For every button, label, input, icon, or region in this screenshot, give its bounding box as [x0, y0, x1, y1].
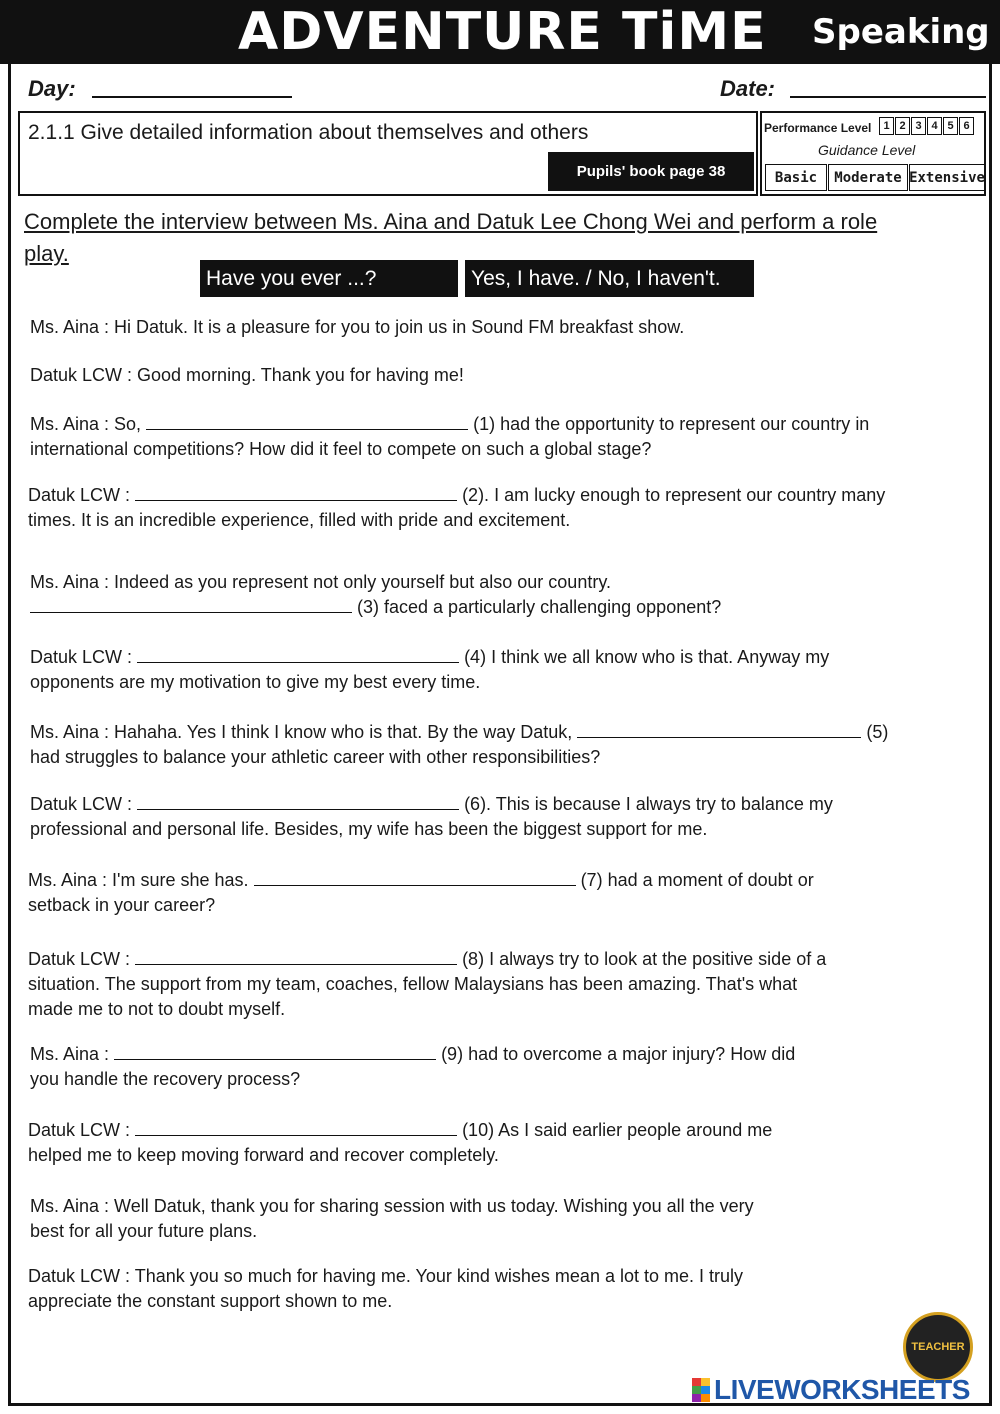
answer-blank-9[interactable]	[114, 1043, 436, 1060]
answer-blank-4[interactable]	[137, 646, 459, 663]
dialogue-line: Datuk LCW : Thank you so much for having me. Your kind wishes mean a lot to me. I truly	[28, 1266, 743, 1286]
dialogue-line: Ms. Aina : Hi Datuk. It is a pleasure for you to join us in Sound FM breakfast show.	[30, 317, 685, 337]
dialogue-line	[30, 412, 869, 437]
line-text: Datuk LCW :	[30, 794, 133, 814]
level-option[interactable]: 3	[911, 117, 926, 135]
answer-blank-10[interactable]	[135, 1119, 457, 1136]
level-option[interactable]: 6	[959, 117, 974, 135]
dialogue-line: setback in your career?	[28, 895, 216, 915]
teacher-logo	[903, 1312, 973, 1382]
liveworksheets-brand[interactable]	[692, 1374, 970, 1406]
answer-blank-2[interactable]	[135, 484, 457, 501]
date-label: Date:	[720, 76, 776, 101]
answer-blank-7[interactable]	[254, 869, 576, 886]
dialogue-line: international competitions? How did it feel to compete on such a global stage?	[30, 439, 652, 459]
pupils-book-badge: Pupils' book page 38	[548, 152, 754, 191]
dialogue-line: Ms. Aina : Well Datuk, thank you for sharing session with us today. Wishing you all the very	[30, 1196, 754, 1216]
dialogue-line	[30, 645, 829, 670]
header-bar	[0, 0, 1000, 64]
line-text: (8) I always try to look at the positive side of a	[462, 949, 827, 969]
level-option[interactable]: 4	[927, 117, 942, 135]
line-text: (1) had the opportunity to represent our country in	[473, 414, 870, 434]
dialogue-line: situation. The support from my team, coaches, fellow Malaysians has been amazing. That's what	[28, 974, 798, 994]
dialogue-line	[30, 720, 888, 745]
answer-blank-8[interactable]	[135, 948, 457, 965]
answer-blank-3[interactable]	[30, 596, 352, 613]
line-text: Ms. Aina : I'm sure she has.	[28, 870, 249, 890]
line-text: Datuk LCW :	[28, 1120, 131, 1140]
dialogue-line	[28, 483, 885, 508]
worksheet-title: ADVENTURE TiME	[238, 2, 767, 62]
dialogue-line: professional and personal life. Besides, my wife has been the biggest support for me.	[30, 819, 708, 839]
brand-text: LIVEWORKSHEETS	[714, 1374, 970, 1405]
dialogue-line: Ms. Aina : Indeed as you represent not only yourself but also our country.	[30, 572, 611, 592]
level-option[interactable]: 2	[895, 117, 910, 135]
line-text: Ms. Aina : So,	[30, 414, 142, 434]
line-text: (10) As I said earlier people around me	[462, 1120, 773, 1140]
line-text: Datuk LCW :	[28, 949, 131, 969]
line-text: Datuk LCW :	[28, 485, 131, 505]
performance-level-options	[879, 117, 975, 135]
dialogue-line: helped me to keep moving forward and recover completely.	[28, 1145, 499, 1165]
line-text: Ms. Aina :	[30, 1044, 110, 1064]
level-option[interactable]: 5	[943, 117, 958, 135]
section-label: Speaking	[812, 12, 990, 52]
date-input-line[interactable]	[790, 96, 986, 98]
dialogue-line	[30, 595, 721, 620]
answer-blank-5[interactable]	[577, 721, 861, 738]
dialogue-line: had struggles to balance your athletic career with other responsibilities?	[30, 747, 601, 767]
guidance-basic[interactable]: Basic	[765, 164, 827, 191]
dialogue-line: made me to not to doubt myself.	[28, 999, 286, 1019]
line-text: (4) I think we all know who is that. Anyway my	[464, 647, 830, 667]
answer-blank-1[interactable]	[146, 413, 468, 430]
line-text: (5)	[866, 722, 889, 742]
dialogue-line: Datuk LCW : Good morning. Thank you for having me!	[30, 365, 464, 385]
line-text: (3) faced a particularly challenging opponent?	[357, 597, 722, 617]
dialogue-line	[28, 947, 826, 972]
dialogue-line	[30, 1042, 795, 1067]
guidance-moderate[interactable]: Moderate	[828, 164, 908, 191]
dialogue-line	[28, 868, 814, 893]
performance-level-label: Performance Level	[764, 121, 872, 135]
line-text: (9) had to overcome a major injury? How did	[441, 1044, 796, 1064]
line-text: Ms. Aina : Hahaha. Yes I think I know who is that. By the way Datuk,	[30, 722, 573, 742]
line-text: (6). This is because I always try to balance my	[464, 794, 833, 814]
level-option[interactable]: 1	[879, 117, 894, 135]
line-text: (7) had a moment of doubt or	[580, 870, 814, 890]
dialogue-line	[28, 1118, 772, 1143]
learning-standard: 2.1.1 Give detailed information about themselves and others	[28, 121, 589, 144]
dialogue-line: you handle the recovery process?	[30, 1069, 301, 1089]
dialogue-line	[30, 792, 833, 817]
guidance-level-label: Guidance Level	[818, 142, 916, 158]
phrase-answer: Yes, I have. / No, I haven't.	[465, 260, 754, 297]
dialogue-line: times. It is an incredible experience, filled with pride and excitement.	[28, 510, 571, 530]
day-input-line[interactable]	[92, 96, 292, 98]
dialogue-line: opponents are my motivation to give my best every time.	[30, 672, 481, 692]
phrase-question: Have you ever ...?	[200, 260, 458, 297]
guidance-level-options	[765, 164, 986, 191]
logo-text: TEACHER	[911, 1341, 965, 1353]
instruction: Complete the interview between Ms. Aina and Datuk Lee Chong Wei and perform a role play.	[24, 209, 878, 266]
line-text: (2). I am lucky enough to represent our country many	[462, 485, 886, 505]
answer-blank-6[interactable]	[137, 793, 459, 810]
dialogue-line: best for all your future plans.	[30, 1221, 258, 1241]
liveworksheets-icon	[692, 1378, 710, 1402]
dialogue-line: appreciate the constant support shown to me.	[28, 1291, 393, 1311]
line-text: Datuk LCW :	[30, 647, 133, 667]
guidance-extensive[interactable]: Extensive	[909, 164, 985, 191]
day-label: Day:	[28, 76, 76, 101]
